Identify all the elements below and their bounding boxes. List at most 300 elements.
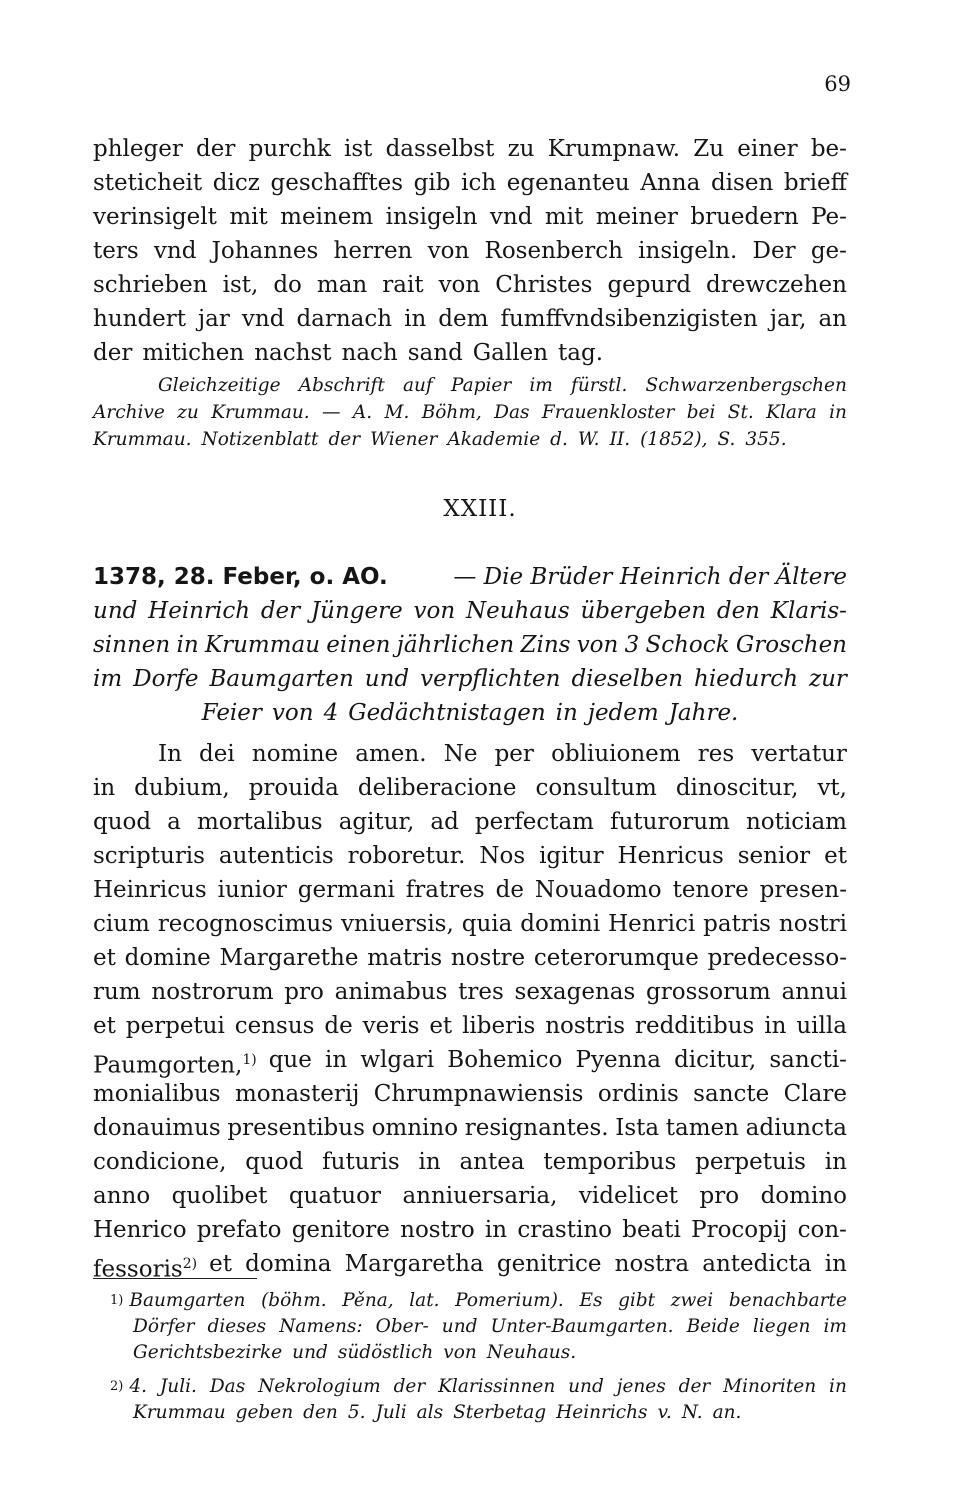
word: disen [710,170,774,196]
word: Henrico [93,1217,187,1243]
text-line [93,269,847,301]
word: temporibus [543,1149,677,1175]
body-fragment [209,1248,847,1286]
word: 4 [323,700,339,726]
word: Nekrologium [258,1376,381,1397]
word: mit [229,204,268,230]
word: Pěna, [342,1290,394,1311]
word: liegen [752,1316,811,1337]
word: Johannes [211,238,319,264]
word: tag. [558,340,604,366]
word: Wiener [370,429,438,450]
word: prefato [196,1217,282,1243]
word: et [93,945,116,971]
body-line [93,908,847,940]
word: dei [199,741,235,767]
word: fumffvndsibenzigisten [500,306,758,332]
footnote-divider [93,1278,257,1279]
word: gibt [618,1290,656,1311]
word: quolibet [171,1183,268,1209]
word: nostrorum [151,979,274,1005]
word: hundert [93,306,187,332]
word: den [303,1402,338,1423]
word: omnino [371,1115,459,1141]
word: Ista [615,1115,660,1141]
word: der [260,598,301,624]
word: donauimus [93,1115,221,1141]
word: Bohemico [447,1047,563,1073]
word: nomine [251,741,339,767]
word: Notizenblatt [201,429,319,450]
word: Margarethe [219,945,359,971]
body-line [93,1044,847,1082]
word: fratres [405,877,485,903]
word: jar [198,306,230,332]
regest-line [93,595,847,627]
word: Christes [495,272,593,298]
word: presen- [759,877,847,903]
word: Akademie [447,429,541,450]
word: Juli [375,1402,407,1423]
word: Pyenna [575,1047,661,1073]
word: Clare [783,1081,847,1107]
word: Heinricus [93,877,207,903]
word: per [494,741,534,767]
word: Beide [686,1316,740,1337]
word: Henrici [608,911,696,937]
word: igitur [539,843,604,869]
word: Neuhaus. [486,1342,577,1363]
word: (1852), [640,429,708,450]
word: in [176,632,199,658]
word: de [324,1013,353,1039]
word: be- [810,136,847,162]
word: sancte [693,1081,770,1107]
word: patris [703,911,771,937]
body-line [93,1010,847,1042]
word: Groschen [735,632,847,658]
word: und [292,1342,328,1363]
word: in [484,1217,508,1243]
word: Procopij [691,1217,788,1243]
word: 355. [745,429,787,450]
word: rait [382,272,424,298]
word: perpetuis [695,1149,806,1175]
word: und [364,666,410,692]
word: ge- [810,238,847,264]
word: Minoriten [723,1376,817,1397]
word: der [93,340,133,366]
body-line [93,1112,847,1144]
word: vnd [489,204,533,230]
word: — [322,402,341,423]
word: Papier [450,375,512,396]
word: dicitur, [674,1047,757,1073]
word: bei [686,402,716,423]
word: noticiam [745,809,847,835]
word: quia [461,911,513,937]
word: Klara [766,402,817,423]
word: (böhm. [261,1290,327,1311]
word: Sterbetag [453,1402,547,1423]
word: Gallen [472,340,549,366]
word: verpflichten [420,666,561,692]
word: et [429,1013,453,1039]
word: geben [235,1402,294,1423]
word: insigeln [385,204,478,230]
word: und [568,1376,604,1397]
word: ist, [222,272,259,298]
word: tres [458,979,504,1005]
word: zu [177,402,199,423]
word: vnd [153,238,197,264]
word: Anna [640,170,701,196]
word: autenticis [218,843,334,869]
word: dieses [207,1316,267,1337]
word: Gedächtnistagen [348,700,546,726]
text-line [93,167,847,199]
word: liberis [462,1013,536,1039]
word: Pe- [811,204,847,230]
word: in [418,1149,441,1175]
footnote-ref-2[interactable]: 2) [182,1256,198,1272]
word: Heinrich [148,598,251,624]
word: nostro [400,1217,475,1243]
word: predecesso- [707,945,847,971]
word: einer [737,136,798,162]
word: insigeln. [638,238,738,264]
word: res [697,741,735,767]
word: domino [760,1183,847,1209]
word: genitrice [496,1251,602,1277]
word: Krummau [133,1402,226,1423]
word: Krummau. [211,402,310,423]
body-line [158,738,847,770]
word: genitore [291,1217,390,1243]
word: annui [781,979,847,1005]
word: ters [93,238,139,264]
word: recognoscimus [157,911,333,937]
word: Zins [520,632,571,658]
word: obliuionem [551,741,681,767]
word: man [316,272,368,298]
word: in [829,402,847,423]
word: bruedern [690,204,799,230]
word: matris [367,945,443,971]
word: et [824,843,847,869]
word: in [829,1376,847,1397]
section-number: XXIII. [443,496,517,522]
word: 5. [347,1402,366,1423]
word: antedicta [702,1251,812,1277]
word: uilla [796,1013,847,1039]
word: mitichen [142,340,245,366]
word: Juli. [159,1376,197,1397]
word: zu [507,136,535,162]
word: antea [459,1149,525,1175]
footnote-line [110,1374,847,1400]
word: Klarissinnen [438,1376,556,1397]
source-note-line [93,400,847,426]
body-fragment: fessoris$^{2)}$ [93,1256,198,1283]
word: Nos [479,843,526,869]
word: census [234,1013,315,1039]
word: in [93,775,116,801]
footnote-ref-1[interactable]: 1) [242,1052,257,1068]
word: von [576,632,619,658]
footnote-line [133,1400,847,1426]
word: verinsigelt [93,204,217,230]
body-line [93,1146,847,1178]
word: nostri [778,911,847,937]
word: 3 [624,632,640,658]
word: A. [352,402,373,423]
word: Jahre. [668,700,739,726]
word: perpetui [125,1013,225,1039]
word: ich [461,170,497,196]
word: Feier [201,700,262,726]
body-line [93,1078,847,1110]
word: amen. [355,741,427,767]
word: adiuncta [745,1115,847,1141]
word: sand [407,340,463,366]
word: cium [93,911,150,937]
word: vt, [817,775,847,801]
word: vniuersis, [340,911,454,937]
word: der [678,1376,711,1397]
word: et [93,1013,116,1039]
word: jar, [769,306,807,332]
word: dem [438,306,489,332]
word: videlicet [578,1183,679,1209]
word: brieff [783,170,847,196]
word: in [325,1047,348,1073]
word: que [268,1047,312,1073]
word: condicione, [93,1149,227,1175]
word: wlgari [360,1047,435,1073]
word: und [93,598,138,624]
regest-line [93,663,847,695]
footnote-line [110,1288,847,1314]
word: purchk [248,136,331,162]
word: resignantes. [464,1115,609,1141]
body-fragment: Paumgorten,$^{1)}$ [93,1052,257,1079]
word: N. [681,1402,703,1423]
word: Heinrichs [556,1402,648,1423]
word: meiner [595,204,678,230]
word: v. [657,1402,672,1423]
word: Jüngere [310,598,403,624]
word: grossorum [646,979,771,1005]
word: an [818,306,847,332]
word: Margaretha [344,1251,484,1277]
word: schrieben [93,272,208,298]
text-line [93,133,847,165]
word: jährlichen [396,632,515,658]
word: monasterij [235,1081,360,1107]
word: quod [93,809,152,835]
regest-date: 1378, 28. Feber, o. AO. [93,564,388,590]
body-fragment [269,1044,847,1082]
word: der [328,429,361,450]
word: tenore [672,877,749,903]
body-line [93,1248,847,1286]
word: herren [333,238,413,264]
word: mortalibus [196,809,323,835]
word: In [158,741,182,767]
word: ad [430,809,459,835]
word: zwei [670,1290,714,1311]
word: Henricus [617,843,724,869]
word: an. [712,1402,742,1423]
body-line [93,942,847,974]
word: Dörfer [133,1316,195,1337]
word: fürstl. [571,375,628,396]
word: Schwarzenbergschen [645,375,847,396]
word: auf [402,375,433,396]
word: futuris [322,1149,400,1175]
word: in [404,306,427,332]
word: et [209,1251,232,1277]
word: Abschrift [298,375,385,396]
word: 4. [129,1376,147,1397]
word: von [271,700,314,726]
text-line [93,337,847,369]
word: beati [622,1217,681,1243]
body-line [93,840,847,872]
word: Nouadomo [534,877,662,903]
word: zur [808,666,847,692]
regest-line [93,629,847,661]
body-line [93,874,847,906]
word: dinoscitur, [675,775,799,801]
footnote-text [129,1288,847,1314]
word: d. [550,429,568,450]
word: animabus [334,979,448,1005]
footnote-mark-2: 2) [110,1379,124,1394]
word: quod [245,1149,304,1175]
word: ceterorumque [533,945,699,971]
footnote-text [129,1374,847,1400]
word: Böhm, [421,402,482,423]
source-note-line [93,427,847,453]
word: redditibus [634,1013,755,1039]
word: Schock [645,632,730,658]
regest-first-line [93,561,847,593]
word: St. [727,402,754,423]
word: dicz [212,170,260,196]
word: mit [544,204,584,230]
word: sinnen [93,632,171,658]
word: nostra [614,1251,690,1277]
word: ist [343,136,373,162]
word: hiedurch [694,666,799,692]
word: pro [699,1183,740,1209]
word: Krummau. [93,429,192,450]
word: Archive [93,402,165,423]
word: pro [284,979,324,1005]
word: Rosenberch [484,238,623,264]
word: M. [384,402,410,423]
text-line [93,303,847,335]
word: von [438,272,481,298]
body-line [93,1214,847,1246]
word: Neuhaus [465,598,570,624]
word: vnd [241,306,285,332]
word: dasselbst [385,136,495,162]
footnote-line [133,1340,847,1366]
word: prouida [248,775,339,801]
word: egenanteu [506,170,630,196]
word: in [555,700,578,726]
word: der [196,136,236,162]
word: und [441,1316,478,1337]
word: Frauenkloster [541,402,675,423]
word: sexagenas [514,979,636,1005]
word: Krummau [204,632,321,658]
word: geschafftes [270,170,404,196]
word: nach [341,340,398,366]
word: jenes [616,1376,666,1397]
word: Baumgarten [209,666,354,692]
page-number: 69 [824,72,851,96]
word: nostris [545,1013,626,1039]
word: veris [362,1013,420,1039]
word: steticheit [93,170,203,196]
word: Unter-Baumgarten. [490,1316,674,1337]
word: dubium, [134,775,230,801]
word: Es [579,1290,603,1311]
word: deliberacione [357,775,517,801]
word: ordinis [597,1081,679,1107]
word: im [93,666,123,692]
word: a [167,809,181,835]
word: den [716,598,760,624]
source-note-line [158,373,847,399]
word: roboretur. [347,843,466,869]
word: südöstlich [337,1342,434,1363]
word: de [495,877,524,903]
word: anno [93,1183,151,1209]
footnote-mark-1: 1) [110,1293,124,1308]
word: anniuersaria, [402,1183,558,1209]
word: von [443,1342,477,1363]
word: von [413,598,456,624]
word: Ober- [375,1316,429,1337]
word: Pomerium). [455,1290,564,1311]
word: in [824,1251,847,1277]
word: Chrumpnawiensis [373,1081,584,1107]
word: domina [245,1251,332,1277]
word: dieselben [571,666,684,692]
word: presentibus [227,1115,365,1141]
word: perfectam [474,809,594,835]
word: Ne [443,741,478,767]
word: jedem [587,700,659,726]
body-line [93,976,847,1008]
regest-line: — Die Brüder Heinrich der Ältere [453,564,847,590]
word: quatuor [288,1183,381,1209]
word: in [764,1013,787,1039]
word: S. [717,429,736,450]
word: phleger [93,136,183,162]
word: als [416,1402,444,1423]
word: gib [413,170,451,196]
footnote-line [133,1314,847,1340]
word: benachbarte [728,1290,847,1311]
word: darnach [296,306,393,332]
body-line [93,772,847,804]
